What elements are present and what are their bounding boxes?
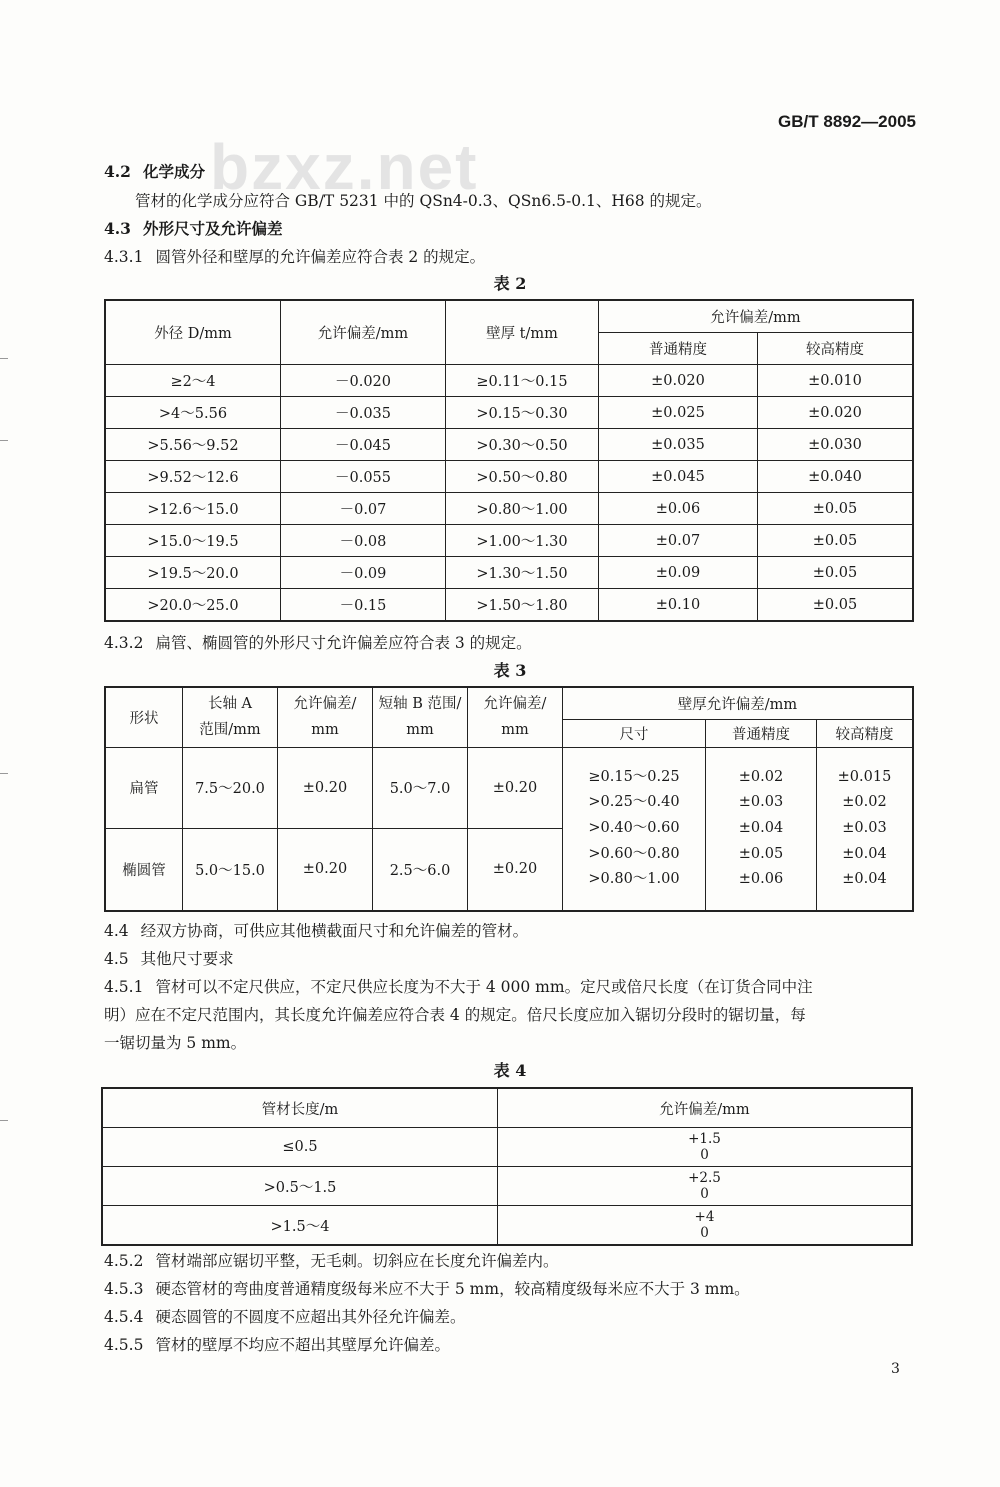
table-3-caption: 表 3 [493,661,527,680]
high-precision-cell: ±0.05 [758,525,914,557]
a-tolerance-cell: ±0.20 [278,828,373,911]
od-cell: >12.6～15.0 [105,493,281,525]
section-text: 管材端部应锯切平整，无毛刺。切斜应在长度允许偏差内。 [155,1252,559,1270]
od-tolerance-cell: －0.07 [281,493,446,525]
od-cell: ≥2～4 [105,365,281,397]
high-precision-cell: ±0.020 [758,397,914,429]
header-b-range-line1: 短轴 B 范围/ [378,696,462,713]
section-4-5-1-line3: 一锯切量为 5 mm。 [104,1034,247,1052]
wall-high-item: ±0.02 [842,794,887,811]
wall-cell: ≥0.11～0.15 [446,365,599,397]
header-b-tol-line2: mm [501,722,529,739]
header-b-range [373,687,468,747]
table-4 [101,1087,913,1246]
high-precision-cell: ±0.010 [758,365,914,397]
wall-size-item: >0.60～0.80 [588,845,680,862]
section-title: 化学成分 [142,162,205,181]
wall-size-list [563,747,706,911]
high-precision-cell: ±0.030 [758,429,914,461]
header-b-range-line2: mm [406,722,434,739]
wall-cell: >1.30～1.50 [446,557,599,589]
od-cell: >20.0～25.0 [105,589,281,622]
scan-mark [0,773,8,774]
section-text-line1: 管材可以不定尺供应，不定尺供应长度为不大于 4 000 mm。定尺或倍尺长度（在订货合同中注 [155,978,813,996]
upper-tolerance: +4 [694,1209,715,1225]
length-cell: >1.5～4 [102,1206,498,1246]
watermark: bzxz.net [210,131,479,203]
header-wall-group: 壁厚允许偏差/mm [563,687,914,719]
shape-cell: 椭圆管 [105,828,183,911]
normal-precision-cell: ±0.10 [599,589,758,622]
section-4-5-heading [104,947,234,969]
section-number: 4.4 [104,922,129,940]
od-cell: >15.0～19.5 [105,525,281,557]
header-a-range-line1: 长轴 A [207,696,253,713]
section-number: 4.5.5 [104,1336,144,1354]
normal-precision-cell: ±0.020 [599,365,758,397]
header-b-tolerance [468,687,563,747]
table-2 [104,299,914,622]
b-range-cell: 5.0～7.0 [373,747,468,828]
header-normal-precision: 普通精度 [599,333,758,365]
wall-high-item: ±0.04 [842,845,887,862]
wall-cell: >0.80～1.00 [446,493,599,525]
table-row [105,397,913,429]
section-4-5-1-line2: 明）应在不定尺范围内，其长度允许偏差应符合表 4 的规定。倍尺长度应加入锯切分段时的锯切量，每 [104,1006,806,1024]
upper-tolerance: +1.5 [688,1131,721,1147]
wall-normal-list [706,747,817,911]
od-tolerance-cell: －0.035 [281,397,446,429]
normal-precision-cell: ±0.07 [599,525,758,557]
lower-tolerance: 0 [700,1186,709,1202]
section-4-5-2 [104,1249,558,1271]
section-4-5-3 [104,1277,750,1299]
section-number: 4.3 [104,219,131,238]
section-text: 圆管外径和壁厚的允许偏差应符合表 2 的规定。 [155,248,486,266]
section-text: 管材的壁厚不均应不超出其壁厚允许偏差。 [155,1336,450,1354]
wall-high-item: ±0.03 [842,819,887,836]
header-tube-length: 管材长度/m [102,1088,498,1128]
table-row [105,365,913,397]
header-outer-diameter: 外径 D/mm [105,300,281,365]
wall-normal-item: ±0.03 [738,794,784,811]
section-4-3-1 [104,245,485,267]
wall-size-item: >0.25～0.40 [588,794,680,811]
a-range-cell: 7.5～20.0 [183,747,278,828]
tolerance-cell [498,1128,913,1167]
a-tolerance-cell: ±0.20 [278,747,373,828]
wall-high-item: ±0.04 [842,871,887,888]
b-range-cell: 2.5～6.0 [373,828,468,911]
header-normal-precision: 普通精度 [706,719,817,747]
header-b-tol-line1: 允许偏差/ [483,696,547,713]
table-row [105,461,913,493]
od-tolerance-cell: －0.08 [281,525,446,557]
table-row [102,1206,912,1246]
scan-mark [0,358,8,359]
section-number: 4.2 [104,162,131,181]
header-wall-thickness: 壁厚 t/mm [446,300,599,365]
normal-precision-cell: ±0.045 [599,461,758,493]
header-tolerance-group: 允许偏差/mm [599,300,914,333]
section-number: 4.5.2 [104,1252,144,1270]
wall-normal-item: ±0.04 [738,819,784,836]
wall-cell: >0.50～0.80 [446,461,599,493]
b-tolerance-cell: ±0.20 [468,828,563,911]
table-2-caption: 表 2 [493,274,527,293]
header-a-tol-line1: 允许偏差/ [293,696,357,713]
header-a-tolerance [278,687,373,747]
header-tolerance: 允许偏差/mm [498,1088,913,1128]
section-4-5-1 [104,975,813,997]
section-number: 4.5 [104,950,129,968]
section-title: 外形尺寸及允许偏差 [142,219,283,238]
wall-cell: >0.30～0.50 [446,429,599,461]
high-precision-cell: ±0.040 [758,461,914,493]
section-text: 硬态圆管的不圆度不应超出其外径允许偏差。 [155,1308,466,1326]
length-cell: ≤0.5 [102,1128,498,1167]
normal-precision-cell: ±0.06 [599,493,758,525]
a-range-cell: 5.0～15.0 [183,828,278,911]
section-text: 经双方协商，可供应其他横截面尺寸和允许偏差的管材。 [140,922,529,940]
table-3 [104,686,914,912]
od-cell: >5.56～9.52 [105,429,281,461]
wall-normal-item: ±0.02 [738,768,784,785]
table-row [102,1167,912,1206]
wall-cell: >1.50～1.80 [446,589,599,622]
wall-high-list [817,747,914,911]
normal-precision-cell: ±0.025 [599,397,758,429]
header-od-tolerance: 允许偏差/mm [281,300,446,365]
normal-precision-cell: ±0.035 [599,429,758,461]
section-4-4 [104,919,528,941]
section-title: 其他尺寸要求 [140,950,234,968]
section-text: 硬态管材的弯曲度普通精度级每米应不大于 5 mm，较高精度级每米应不大于 3 mm。 [155,1280,750,1298]
table-row [105,525,913,557]
wall-high-item: ±0.015 [837,768,892,785]
section-4-5-5 [104,1333,450,1355]
section-number: 4.3.2 [104,634,144,652]
wall-size-item: ≥0.15～0.25 [588,768,680,785]
b-tolerance-cell: ±0.20 [468,747,563,828]
section-4-2-heading [104,160,205,182]
table-row [105,589,913,622]
section-4-3-heading [104,217,282,239]
header-a-range-line2: 范围/mm [199,722,261,739]
table-row [105,557,913,589]
tolerance-fraction [688,1170,721,1202]
wall-cell: >1.00～1.30 [446,525,599,557]
length-cell: >0.5～1.5 [102,1167,498,1206]
high-precision-cell: ±0.05 [758,589,914,622]
high-precision-cell: ±0.05 [758,493,914,525]
section-number: 4.5.4 [104,1308,144,1326]
table-row [102,1128,912,1167]
section-number: 4.5.1 [104,978,144,996]
wall-normal-item: ±0.06 [738,871,784,888]
od-tolerance-cell: －0.15 [281,589,446,622]
od-tolerance-cell: －0.055 [281,461,446,493]
od-tolerance-cell: －0.045 [281,429,446,461]
wall-size-item: >0.40～0.60 [588,819,680,836]
scan-mark [0,1120,8,1121]
od-tolerance-cell: －0.09 [281,557,446,589]
wall-size-item: >0.80～1.00 [588,871,680,888]
od-cell: >4～5.56 [105,397,281,429]
tolerance-fraction [688,1131,721,1163]
high-precision-cell: ±0.05 [758,557,914,589]
od-cell: >19.5～20.0 [105,557,281,589]
header-size: 尺寸 [563,719,706,747]
section-4-5-4 [104,1305,465,1327]
od-cell: >9.52～12.6 [105,461,281,493]
header-high-precision: 较高精度 [758,333,914,365]
section-number: 4.3.1 [104,248,144,266]
section-4-3-2 [104,631,532,653]
upper-tolerance: +2.5 [688,1170,721,1186]
od-tolerance-cell: －0.020 [281,365,446,397]
lower-tolerance: 0 [700,1225,709,1241]
tolerance-cell [498,1206,913,1246]
lower-tolerance: 0 [700,1147,709,1163]
wall-cell: >0.15～0.30 [446,397,599,429]
tolerance-cell [498,1167,913,1206]
standard-header: GB/T 8892—2005 [778,112,916,131]
header-high-precision: 较高精度 [817,719,914,747]
header-a-tol-line2: mm [311,722,339,739]
scan-mark [0,440,8,441]
normal-precision-cell: ±0.09 [599,557,758,589]
tolerance-fraction [695,1209,715,1241]
table-row [105,493,913,525]
page-number: 3 [891,1361,900,1377]
header-shape: 形状 [105,687,183,747]
section-text: 扁管、椭圆管的外形尺寸允许偏差应符合表 3 的规定。 [155,634,532,652]
header-a-range [183,687,278,747]
wall-normal-item: ±0.05 [738,845,784,862]
table-4-caption: 表 4 [493,1061,527,1080]
table-row [105,429,913,461]
section-4-2-text: 管材的化学成分应符合 GB/T 5231 中的 QSn4-0.3、QSn6.5-0.1、H68 的规定。 [135,192,712,210]
section-number: 4.5.3 [104,1280,144,1298]
shape-cell: 扁管 [105,747,183,828]
